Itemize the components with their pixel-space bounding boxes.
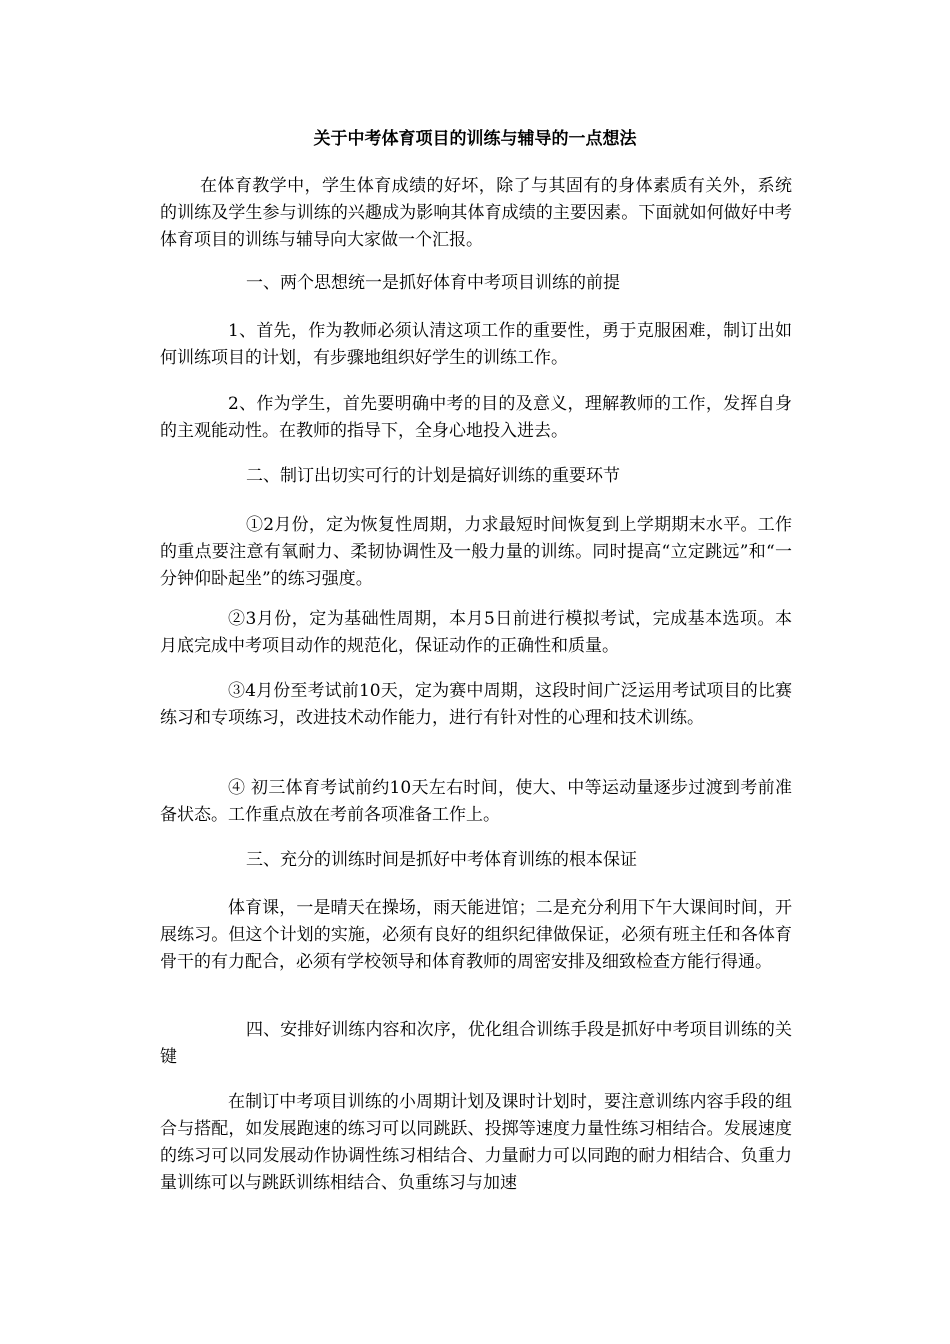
section-1-paragraph-1: 1、首先，作为教师必须认清这项工作的重要性，勇于克服困难，制订出如何训练项目的计划，有步骤地组织好学生的训练工作。 (160, 321, 792, 368)
section-2-paragraph-4: ④ 初三体育考试前约10天左右时间，使大、中等运动量逐步过渡到考前准备状态。工作重点放在考前各项准备工作上。 (160, 778, 792, 825)
section-1-heading: 一、两个思想统一是抓好体育中考项目训练的前提 (246, 273, 620, 293)
intro-paragraph: 在体育教学中，学生体育成绩的好坏，除了与其固有的身体素质有关外，系统的训练及学生参与训练的兴趣成为影响其体育成绩的主要因素。下面就如何做好中考体育项目的训练与辅导向大家做一个汇报。 (160, 176, 792, 250)
section-1-paragraph-2: 2、作为学生，首先要明确中考的目的及意义，理解教师的工作，发挥自身的主观能动性。在教师的指导下，全身心地投入进去。 (160, 394, 792, 441)
section-4-paragraph-1: 在制订中考项目训练的小周期计划及课时计划时，要注意训练内容手段的组合与搭配，如发展跑速的练习可以同跳跃、投掷等速度力量性练习相结合。发展速度的练习可以同发展动作协调性练习相结合、力量耐力可以同跑的耐力相结合、负重力量训练可以与跳跃训练相结合、负重练习与加速 (160, 1092, 792, 1193)
section-2-paragraph-1: ①2月份，定为恢复性周期，力求最短时间恢复到上学期期末水平。工作的重点要注意有氧耐力、柔韧协调性及一般力量的训练。同时提高“立定跳远”和“一分钟仰卧起坐”的练习强度。 (160, 515, 792, 589)
section-2-paragraph-2: ②3月份，定为基础性周期，本月5日前进行模拟考试，完成基本选项。本月底完成中考项目动作的规范化，保证动作的正确性和质量。 (160, 609, 792, 656)
section-3-paragraph-1: 体育课，一是晴天在操场，雨天能进馆；二是充分利用下午大课间时间，开展练习。但这个计划的实施，必须有良好的组织纪律做保证，必须有班主任和各体育骨干的有力配合，必须有学校领导和体育教师的周密安排及细致检查方能行得通。 (160, 898, 792, 972)
section-2-paragraph-3: ③4月份至考试前10天，定为赛中周期，这段时间广泛运用考试项目的比赛练习和专项练习，改进技术动作能力，进行有针对性的心理和技术训练。 (160, 681, 792, 728)
section-4-heading: 四、安排好训练内容和次序，优化组合训练手段是抓好中考项目训练的关键 (160, 1020, 792, 1067)
section-3-heading: 三、充分的训练时间是抓好中考体育训练的根本保证 (246, 850, 637, 870)
document-title: 关于中考体育项目的训练与辅导的一点想法 (313, 129, 637, 149)
section-2-heading: 二、制订出切实可行的计划是搞好训练的重要环节 (246, 466, 620, 486)
